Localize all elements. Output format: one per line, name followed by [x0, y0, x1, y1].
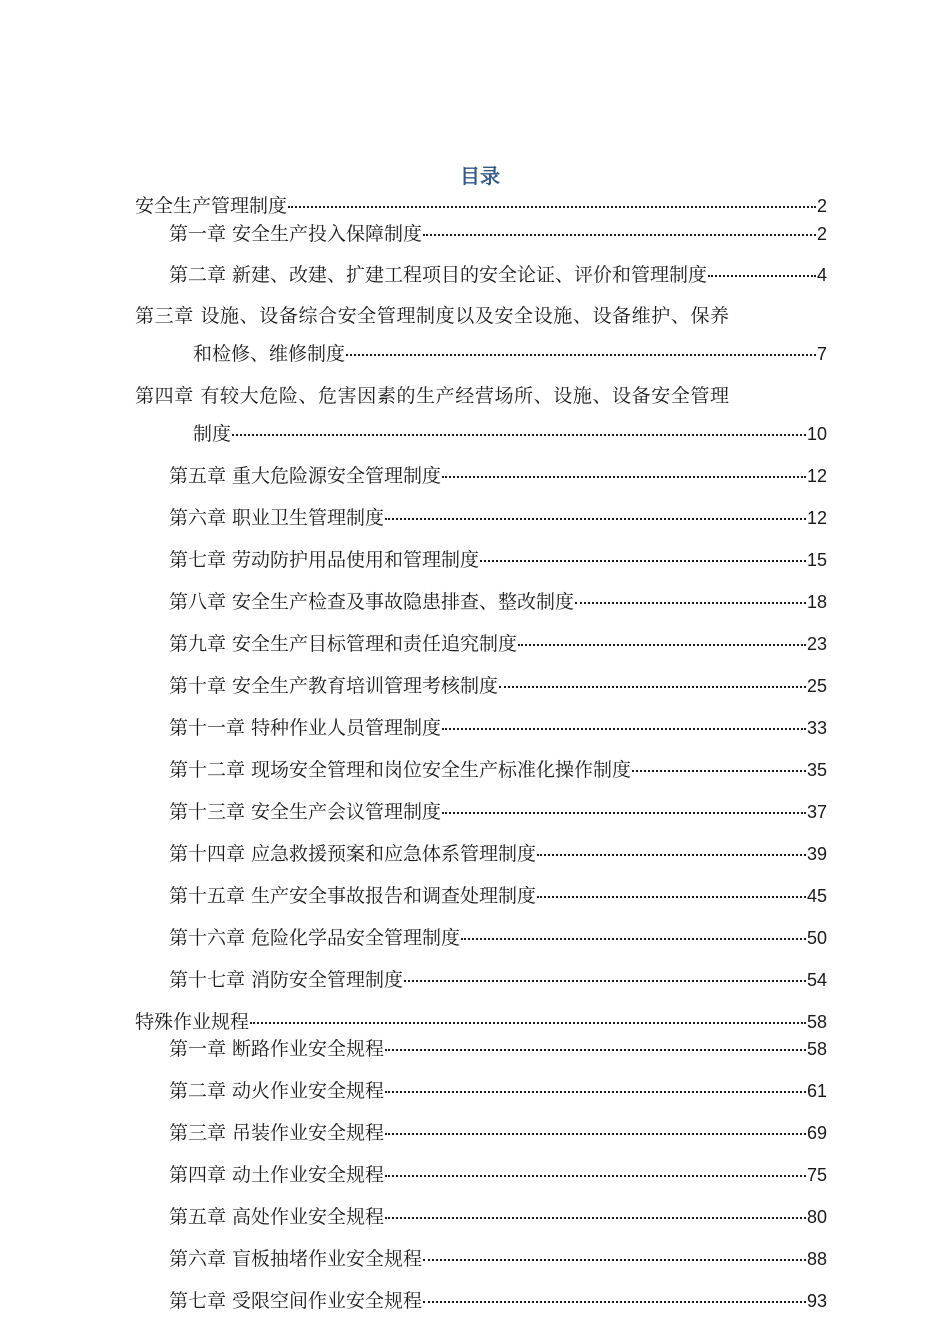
toc-entry-ch17[interactable] [169, 968, 827, 992]
toc-entry-label: 特殊作业规程 [135, 1011, 250, 1033]
dot-leader [232, 433, 806, 436]
toc-entry-ch5[interactable] [169, 464, 827, 488]
toc-page-number: 58 [806, 1012, 827, 1032]
dot-leader [632, 769, 806, 772]
toc-page-number: 7 [816, 344, 827, 364]
toc-entry-ch15[interactable] [169, 884, 827, 908]
toc-entry-label: 第二章 新建、改建、扩建工程项目的安全论证、评价和管理制度 [169, 264, 708, 286]
dot-leader [385, 1048, 806, 1051]
toc-entry-ch3[interactable] [193, 342, 827, 366]
dot-leader [442, 475, 806, 478]
toc-entry-label: 第七章 受限空间作业安全规程 [169, 1290, 423, 1312]
toc-page-number: 80 [806, 1207, 827, 1227]
toc-entry-label: 和检修、维修制度 [193, 343, 346, 365]
toc-entry-op3[interactable] [169, 1121, 827, 1145]
toc-entry-label: 第一章 安全生产投入保障制度 [169, 223, 423, 245]
dot-leader [385, 1132, 806, 1135]
toc-entry-ch11[interactable] [169, 716, 827, 740]
toc-page-number: 10 [806, 424, 827, 444]
toc-page-number: 69 [806, 1123, 827, 1143]
toc-page-number: 58 [806, 1039, 827, 1059]
dot-leader [385, 1216, 806, 1219]
toc-page-number: 2 [816, 224, 827, 244]
dot-leader [442, 727, 806, 730]
toc-page-number: 15 [806, 550, 827, 570]
toc-entry-op2[interactable] [169, 1079, 827, 1103]
toc-entry-label: 第六章 职业卫生管理制度 [169, 507, 385, 529]
dot-leader [288, 205, 816, 208]
toc-entry-label: 第五章 重大危险源安全管理制度 [169, 465, 442, 487]
toc-entry-label: 第四章 动土作业安全规程 [169, 1164, 385, 1186]
dot-leader [708, 274, 816, 277]
toc-title: 目录 [460, 164, 500, 188]
toc-entry-part2[interactable] [135, 1010, 827, 1034]
toc-entry-label: 第十章 安全生产教育培训管理考核制度 [169, 675, 499, 697]
toc-entry-label: 第十三章 安全生产会议管理制度 [169, 801, 442, 823]
toc-entry-label: 第五章 高处作业安全规程 [169, 1206, 385, 1228]
toc-entry-op4[interactable] [169, 1163, 827, 1187]
dot-leader [385, 517, 806, 520]
toc-entry-label: 第十五章 生产安全事故报告和调查处理制度 [169, 885, 537, 907]
dot-leader [423, 1258, 806, 1261]
toc-entry-ch8[interactable] [169, 590, 827, 614]
toc-page-number: 50 [806, 928, 827, 948]
toc-entry-part1[interactable] [135, 194, 827, 218]
toc-entry-op6[interactable] [169, 1247, 827, 1271]
toc-entry-ch13[interactable] [169, 800, 827, 824]
dot-leader [250, 1021, 806, 1024]
toc-page-number: 54 [806, 970, 827, 990]
dot-leader [385, 1174, 806, 1177]
dot-leader [385, 1090, 806, 1093]
dot-leader [537, 895, 806, 898]
dot-leader [575, 601, 806, 604]
toc-page-number: 25 [806, 676, 827, 696]
toc-entry-ch4-line1[interactable]: 第四章 有较大危险、危害因素的生产经营场所、设施、设备安全管理 [135, 385, 730, 407]
dot-leader [518, 643, 806, 646]
dot-leader [480, 559, 806, 562]
toc-entry-label: 第十二章 现场安全管理和岗位安全生产标准化操作制度 [169, 759, 632, 781]
toc-entry-label: 第六章 盲板抽堵作业安全规程 [169, 1248, 423, 1270]
toc-page-number: 33 [806, 718, 827, 738]
toc-entry-ch10[interactable] [169, 674, 827, 698]
toc-entry-ch14[interactable] [169, 842, 827, 866]
toc-page-number: 37 [806, 802, 827, 822]
toc-entry-label: 第十六章 危险化学品安全管理制度 [169, 927, 461, 949]
dot-leader [346, 353, 816, 356]
toc-entry-ch4[interactable] [193, 422, 827, 446]
toc-entry-op1[interactable] [169, 1037, 827, 1061]
toc-entry-ch9[interactable] [169, 632, 827, 656]
toc-entry-ch3-line1[interactable]: 第三章 设施、设备综合安全管理制度以及安全设施、设备维护、保养 [135, 305, 730, 327]
dot-leader [423, 233, 816, 236]
toc-entry-ch12[interactable] [169, 758, 827, 782]
toc-entry-label: 第八章 安全生产检查及事故隐患排查、整改制度 [169, 591, 575, 613]
toc-entry-ch1[interactable] [169, 222, 827, 246]
toc-entry-label: 制度 [193, 423, 232, 445]
toc-entry-label: 第三章 吊装作业安全规程 [169, 1122, 385, 1144]
toc-page-number: 2 [816, 196, 827, 216]
toc-page-number: 93 [806, 1291, 827, 1311]
toc-entry-label: 第九章 安全生产目标管理和责任追究制度 [169, 633, 518, 655]
toc-page-number: 4 [816, 265, 827, 285]
toc-page-number: 18 [806, 592, 827, 612]
toc-entry-label: 第二章 动火作业安全规程 [169, 1080, 385, 1102]
toc-entry-ch16[interactable] [169, 926, 827, 950]
toc-page-number: 23 [806, 634, 827, 654]
toc-page-number: 88 [806, 1249, 827, 1269]
toc-page-number: 35 [806, 760, 827, 780]
dot-leader [499, 685, 806, 688]
toc-entry-ch2[interactable] [169, 263, 827, 287]
toc-page-number: 12 [806, 466, 827, 486]
toc-entry-label: 第十一章 特种作业人员管理制度 [169, 717, 442, 739]
toc-entry-label: 第十四章 应急救援预案和应急体系管理制度 [169, 843, 537, 865]
toc-entry-label: 安全生产管理制度 [135, 195, 288, 217]
toc-page-number: 39 [806, 844, 827, 864]
dot-leader [442, 811, 806, 814]
toc-entry-label: 第十七章 消防安全管理制度 [169, 969, 404, 991]
toc-page-number: 75 [806, 1165, 827, 1185]
toc-page-number: 12 [806, 508, 827, 528]
toc-entry-op7[interactable] [169, 1289, 827, 1313]
dot-leader [423, 1300, 806, 1303]
toc-entry-label: 第七章 劳动防护用品使用和管理制度 [169, 549, 480, 571]
toc-entry-op5[interactable] [169, 1205, 827, 1229]
toc-page-number: 61 [806, 1081, 827, 1101]
dot-leader [404, 979, 806, 982]
dot-leader [537, 853, 806, 856]
toc-entry-label: 第一章 断路作业安全规程 [169, 1038, 385, 1060]
dot-leader [461, 937, 806, 940]
toc-page-number: 45 [806, 886, 827, 906]
toc-entry-ch7[interactable] [169, 548, 827, 572]
toc-entry-ch6[interactable] [169, 506, 827, 530]
